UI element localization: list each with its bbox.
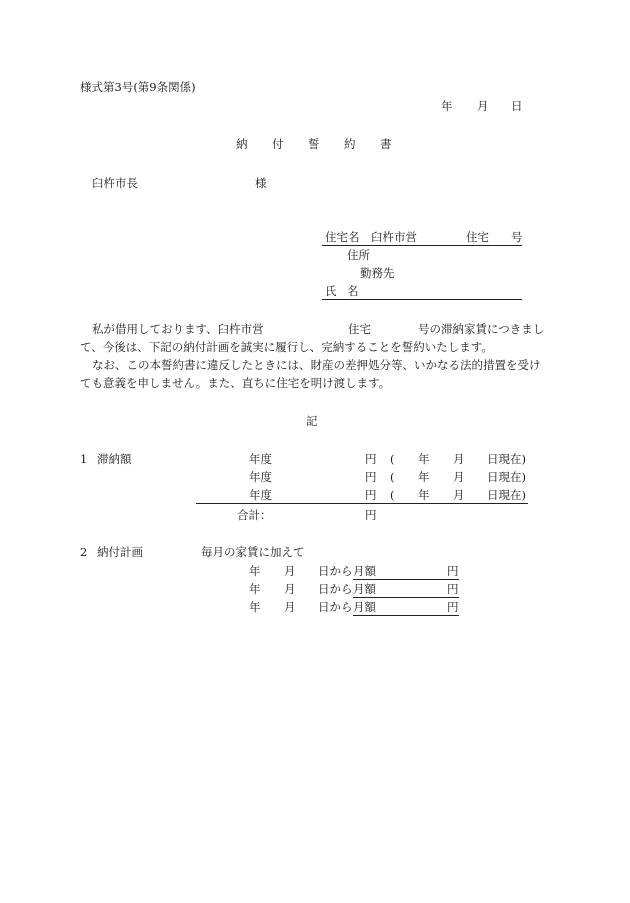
ki-heading: 記	[306, 414, 318, 428]
title-char: 付	[272, 137, 284, 151]
arrears-yen: 円	[365, 488, 377, 502]
plan-underline	[353, 597, 459, 598]
address-label: 住所	[347, 248, 370, 262]
section2-label: 納付計画	[97, 545, 143, 559]
plan-month: 月	[284, 582, 296, 596]
arrears-asof: 日現在)	[487, 488, 526, 502]
plan-month: 月	[284, 564, 296, 578]
section1-number: 1	[80, 452, 88, 466]
plan-monthly: 月額	[353, 564, 376, 578]
total-yen: 円	[365, 508, 377, 522]
arrears-asof: 日現在)	[487, 470, 526, 484]
body-p1-a: 私が借用しております、臼杵市営	[92, 322, 264, 336]
arrears-month: 月	[453, 470, 465, 484]
plan-from: 日から	[318, 564, 353, 578]
form-number: 様式第3号(第9条関係)	[80, 80, 196, 94]
title-char: 約	[344, 137, 356, 151]
arrears-paren: (	[390, 470, 395, 484]
arrears-year: 年	[418, 488, 430, 502]
plan-year: 年	[249, 582, 261, 596]
section2-number: 2	[80, 545, 88, 559]
title-char: 誓	[308, 137, 320, 151]
arrears-subtotal-line	[196, 503, 528, 504]
name-label-2: 名	[347, 284, 359, 298]
total-label: 合計：	[237, 508, 272, 522]
housing-number: 号	[511, 230, 523, 244]
name-label-1: 氏	[325, 284, 337, 298]
arrears-paren: (	[390, 452, 395, 466]
date-year-label: 年	[441, 99, 453, 113]
body-p1-line2: て、今後は、下記の納付計画を誠実に履行し、完納することを誓約いたします。	[80, 340, 493, 354]
addressee-name: 臼杵市長	[92, 176, 138, 190]
addressee-honorific: 様	[255, 176, 267, 190]
arrears-fiscal: 年度	[249, 470, 272, 484]
title-char: 納	[236, 137, 248, 151]
plan-underline	[353, 615, 459, 616]
date-month-label: 月	[477, 99, 489, 113]
arrears-month: 月	[453, 452, 465, 466]
section2-note: 毎月の家賃に加えて	[201, 545, 305, 559]
arrears-paren: (	[390, 488, 395, 502]
body-p1-c: 号の滞納家賃につきまし	[418, 322, 545, 336]
date-day-label: 日	[511, 99, 523, 113]
section1-label: 滞納額	[97, 452, 132, 466]
plan-yen: 円	[447, 582, 459, 596]
plan-year: 年	[249, 564, 261, 578]
plan-underline	[353, 579, 459, 580]
arrears-asof: 日現在)	[487, 452, 526, 466]
plan-monthly: 月額	[353, 600, 376, 614]
workplace-label: 勤務先	[360, 266, 395, 280]
housing-unit: 住宅	[466, 230, 489, 244]
document-title	[236, 139, 416, 151]
body-p1-b: 住宅	[348, 322, 371, 336]
plan-yen: 円	[447, 600, 459, 614]
arrears-year: 年	[418, 452, 430, 466]
arrears-year: 年	[418, 470, 430, 484]
plan-monthly: 月額	[353, 582, 376, 596]
plan-year: 年	[249, 600, 261, 614]
plan-yen: 円	[447, 564, 459, 578]
title-char: 書	[380, 137, 392, 151]
arrears-month: 月	[453, 488, 465, 502]
plan-month: 月	[284, 600, 296, 614]
plan-from: 日から	[318, 600, 353, 614]
plan-from: 日から	[318, 582, 353, 596]
housing-name-label: 住宅名	[325, 230, 360, 244]
arrears-fiscal: 年度	[249, 488, 272, 502]
arrears-fiscal: 年度	[249, 452, 272, 466]
housing-city: 臼杵市営	[371, 230, 417, 244]
arrears-yen: 円	[365, 470, 377, 484]
name-underline	[322, 299, 522, 300]
housing-underline	[322, 245, 522, 246]
arrears-yen: 円	[365, 452, 377, 466]
body-p2-line1: なお、この本誓約書に違反したときには、財産の差押処分等、いかなる法的措置を受け	[92, 358, 541, 372]
body-p2-line2: ても意義を申しません。また、直ちに住宅を明け渡します。	[80, 376, 391, 390]
